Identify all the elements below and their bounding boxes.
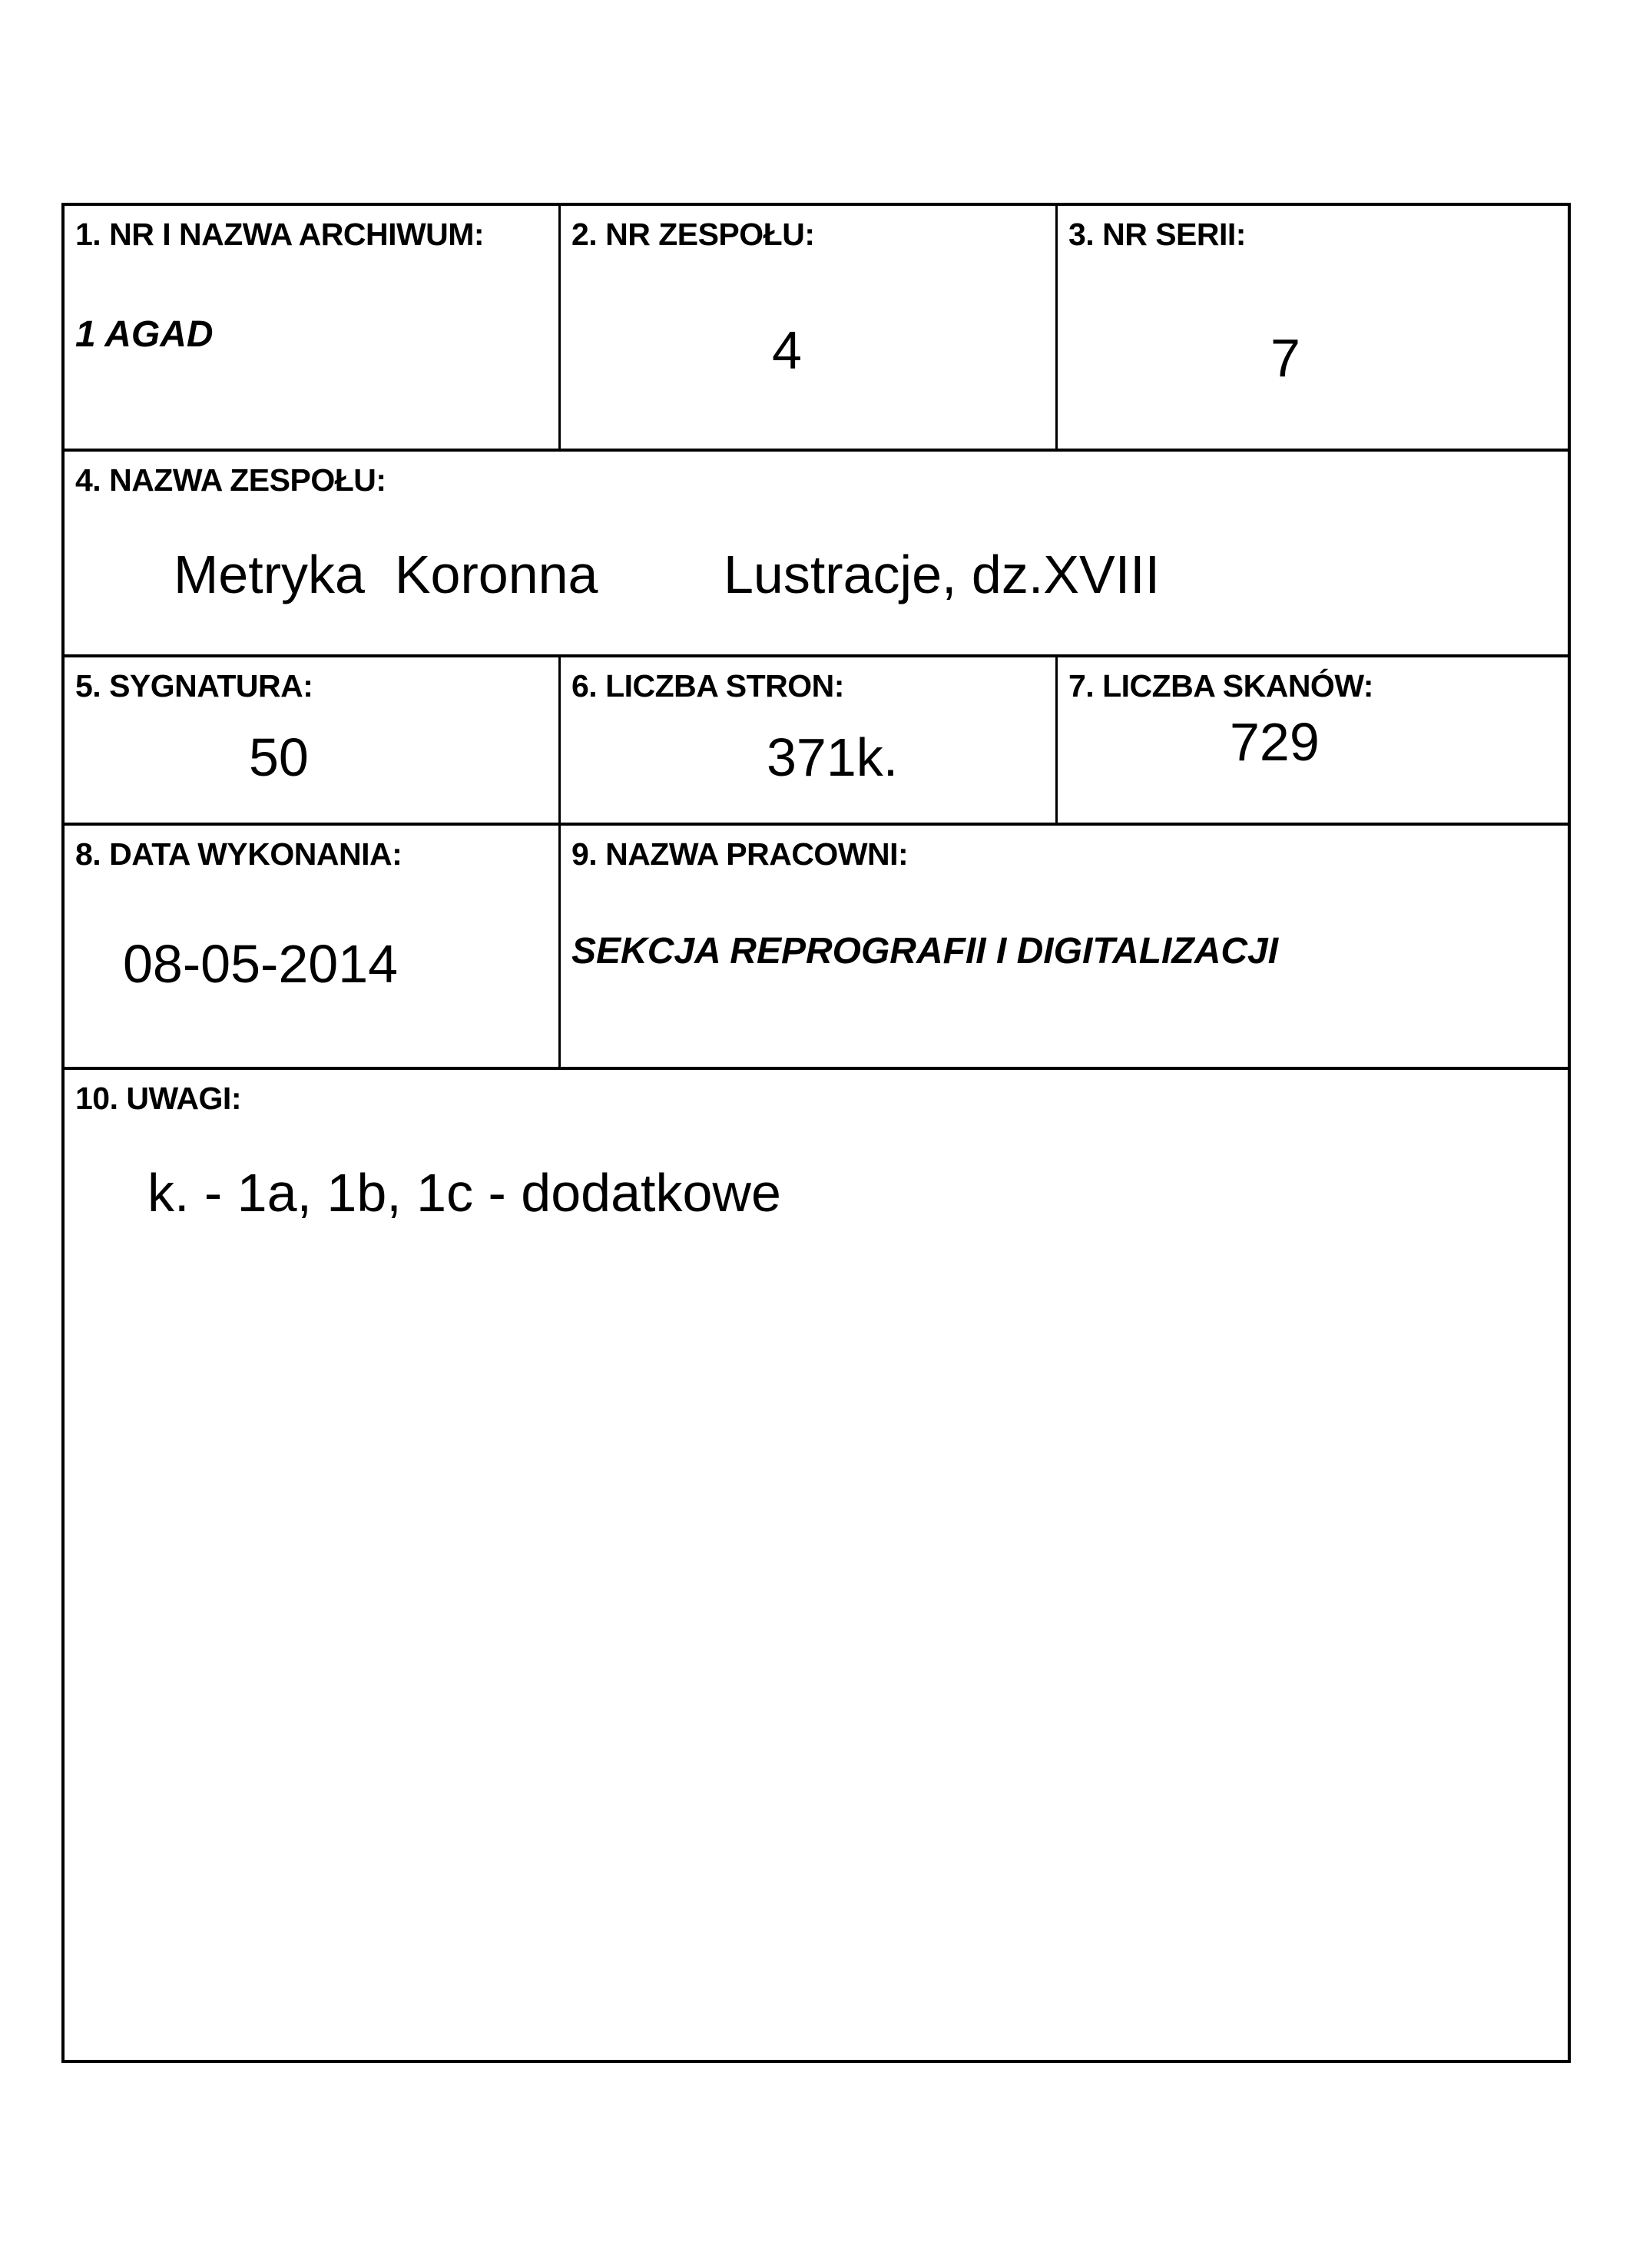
archive-cell	[65, 206, 558, 449]
workshop-cell	[561, 826, 1571, 1067]
fonds-number-value: 4	[772, 320, 802, 380]
signature-cell	[65, 657, 558, 823]
notes-value: k. - 1a, 1b, 1c - dodatkowe	[147, 1163, 781, 1223]
fonds-number-label: 2. NR ZESPOŁU:	[571, 217, 815, 252]
signature-value: 50	[249, 727, 309, 787]
series-number-label: 3. NR SERII:	[1068, 217, 1246, 252]
metadata-form-table	[61, 203, 1571, 2063]
workshop-value: SEKCJA REPROGRAFII I DIGITALIZACJI	[571, 931, 1279, 972]
fonds-name-label: 4. NAZWA ZESPOŁU:	[75, 462, 386, 498]
fonds-name-value-part1: Metryka Koronna	[174, 545, 598, 604]
date-cell	[65, 826, 558, 1067]
page-count-label: 6. LICZBA STRON:	[571, 668, 844, 704]
fonds-number-cell	[561, 206, 1055, 449]
series-number-cell	[1058, 206, 1571, 449]
scan-count-value: 729	[1230, 712, 1320, 772]
archive-label: 1. NR I NAZWA ARCHIWUM:	[75, 217, 485, 252]
workshop-label: 9. NAZWA PRACOWNI:	[571, 836, 909, 872]
date-label: 8. DATA WYKONANIA:	[75, 836, 402, 872]
scan-count-label: 7. LICZBA SKANÓW:	[1068, 668, 1373, 704]
fonds-name-cell	[65, 452, 1571, 654]
series-number-value: 7	[1270, 328, 1300, 388]
date-value: 08-05-2014	[123, 934, 399, 994]
page-count-cell	[561, 657, 1055, 823]
notes-cell	[65, 1070, 1571, 2063]
notes-label: 10. UWAGI:	[75, 1081, 241, 1116]
scan-count-cell	[1058, 657, 1571, 823]
signature-label: 5. SYGNATURA:	[75, 668, 313, 704]
fonds-name-value-part2: Lustracje, dz.XVIII	[724, 545, 1161, 604]
archive-value: 1 AGAD	[75, 314, 214, 355]
page-count-value: 371k.	[767, 727, 899, 787]
